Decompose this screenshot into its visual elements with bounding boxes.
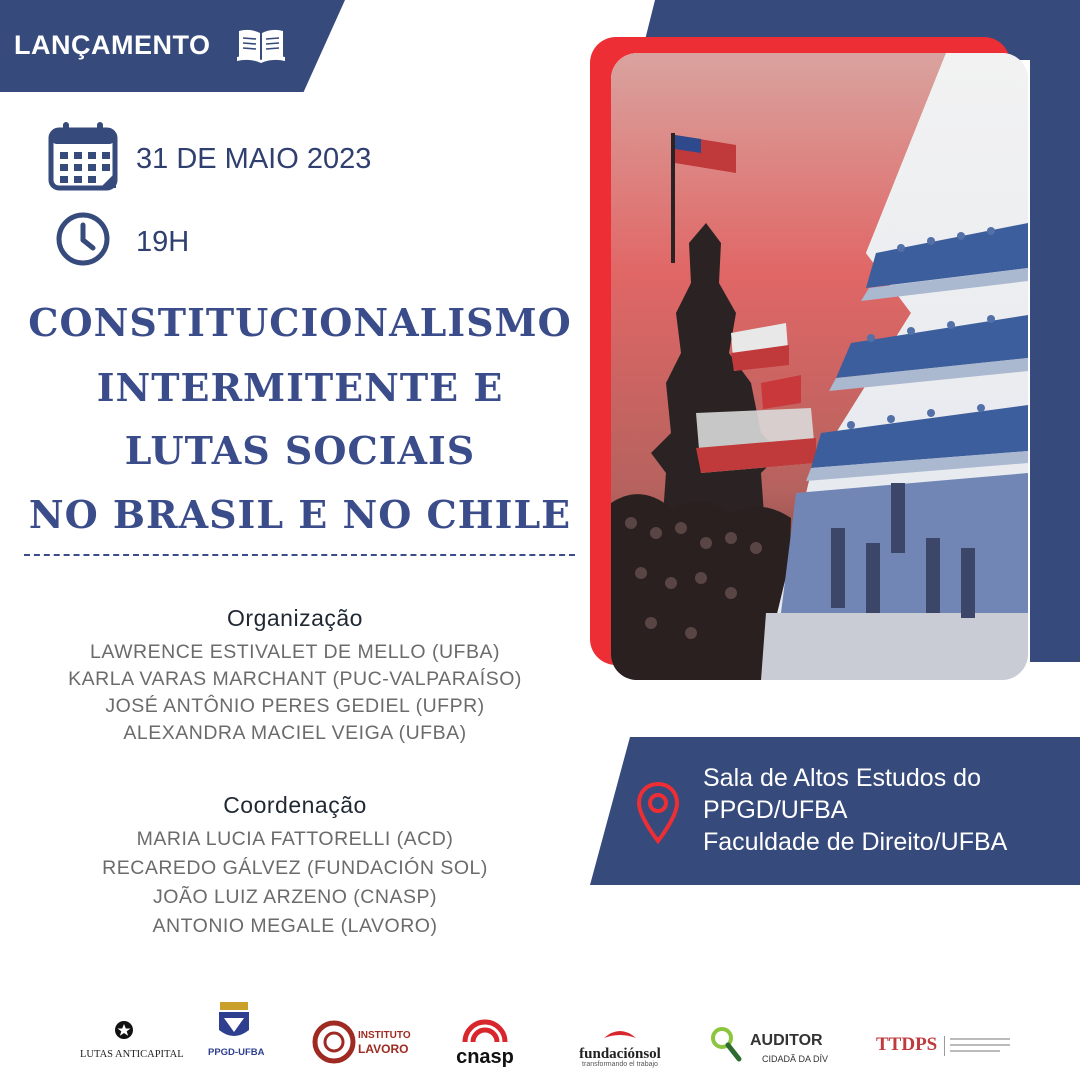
coordinator-name: ANTONIO MEGALE (LAVORO) [152, 915, 438, 937]
venue-line-3: Faculdade de Direito/UFBA [703, 828, 1008, 856]
location-pin-icon [636, 781, 680, 845]
ppgd-ufba-logo: PPGD-UFBA [208, 1000, 260, 1058]
instituto-lavoro-logo: INSTITUTO LAVORO [312, 1020, 422, 1064]
logo-fine-print [950, 1044, 1010, 1046]
logo-fine-print [950, 1050, 1000, 1052]
calendar-icon [48, 120, 120, 192]
sun-eye-icon [602, 1026, 638, 1042]
title-line-1: CONSTITUCIONALISMO [28, 300, 572, 345]
event-date: 31 DE MAIO 2023 [136, 143, 372, 175]
organizer-name: KARLA VARAS MARCHANT (PUC-VALPARAÍSO) [68, 668, 522, 690]
title-divider [24, 554, 575, 556]
coordinator-name: RECAREDO GÁLVEZ (FUNDACIÓN SOL) [102, 857, 488, 879]
title-line-4: NO BRASIL E NO CHILE [28, 492, 572, 537]
clock-icon [55, 211, 111, 267]
coordenacao-heading: Coordenação [223, 792, 367, 818]
coordinator-name: JOÃO LUIZ ARZENO (CNASP) [153, 886, 437, 908]
event-time: 19H [136, 226, 190, 258]
title-line-2: INTERMITENTE E [96, 365, 504, 410]
venue-line-2: PPGD/UFBA [703, 796, 848, 824]
book-icon [236, 27, 286, 63]
fundacion-sol-logo: fundaciónsol transformando el trabajo [568, 1026, 672, 1068]
coordinator-name: MARIA LUCIA FATTORELLI (ACD) [136, 828, 454, 850]
ttdps-logo: TTDPS [876, 1032, 1026, 1060]
protest-photo-collage [611, 53, 1028, 680]
cnasp-arc-icon [460, 1018, 510, 1042]
auditoria-cidada-logo: AUDITOR CIDADÃ DA DÍV [710, 1026, 850, 1070]
organizer-name: LAWRENCE ESTIVALET DE MELLO (UFBA) [90, 641, 500, 663]
ufba-crest-icon [216, 1000, 252, 1042]
launch-label: LANÇAMENTO [14, 30, 211, 60]
cnasp-logo: cnasp [450, 1018, 520, 1067]
lutas-anticapital-logo: LUTAS ANTICAPITAL [80, 1020, 168, 1060]
logo-divider [944, 1036, 945, 1056]
title-line-3: LUTAS SOCIAIS [124, 428, 476, 473]
logo-fine-print [950, 1038, 1010, 1040]
star-icon [114, 1020, 134, 1040]
organizacao-heading: Organização [227, 605, 363, 631]
organizer-name: JOSÉ ANTÔNIO PERES GEDIEL (UFPR) [105, 695, 485, 717]
organizer-name: ALEXANDRA MACIEL VEIGA (UFBA) [123, 722, 467, 744]
venue-line-1: Sala de Altos Estudos do [703, 764, 981, 792]
lavoro-ring-icon [312, 1020, 356, 1064]
magnifier-icon [710, 1026, 742, 1062]
